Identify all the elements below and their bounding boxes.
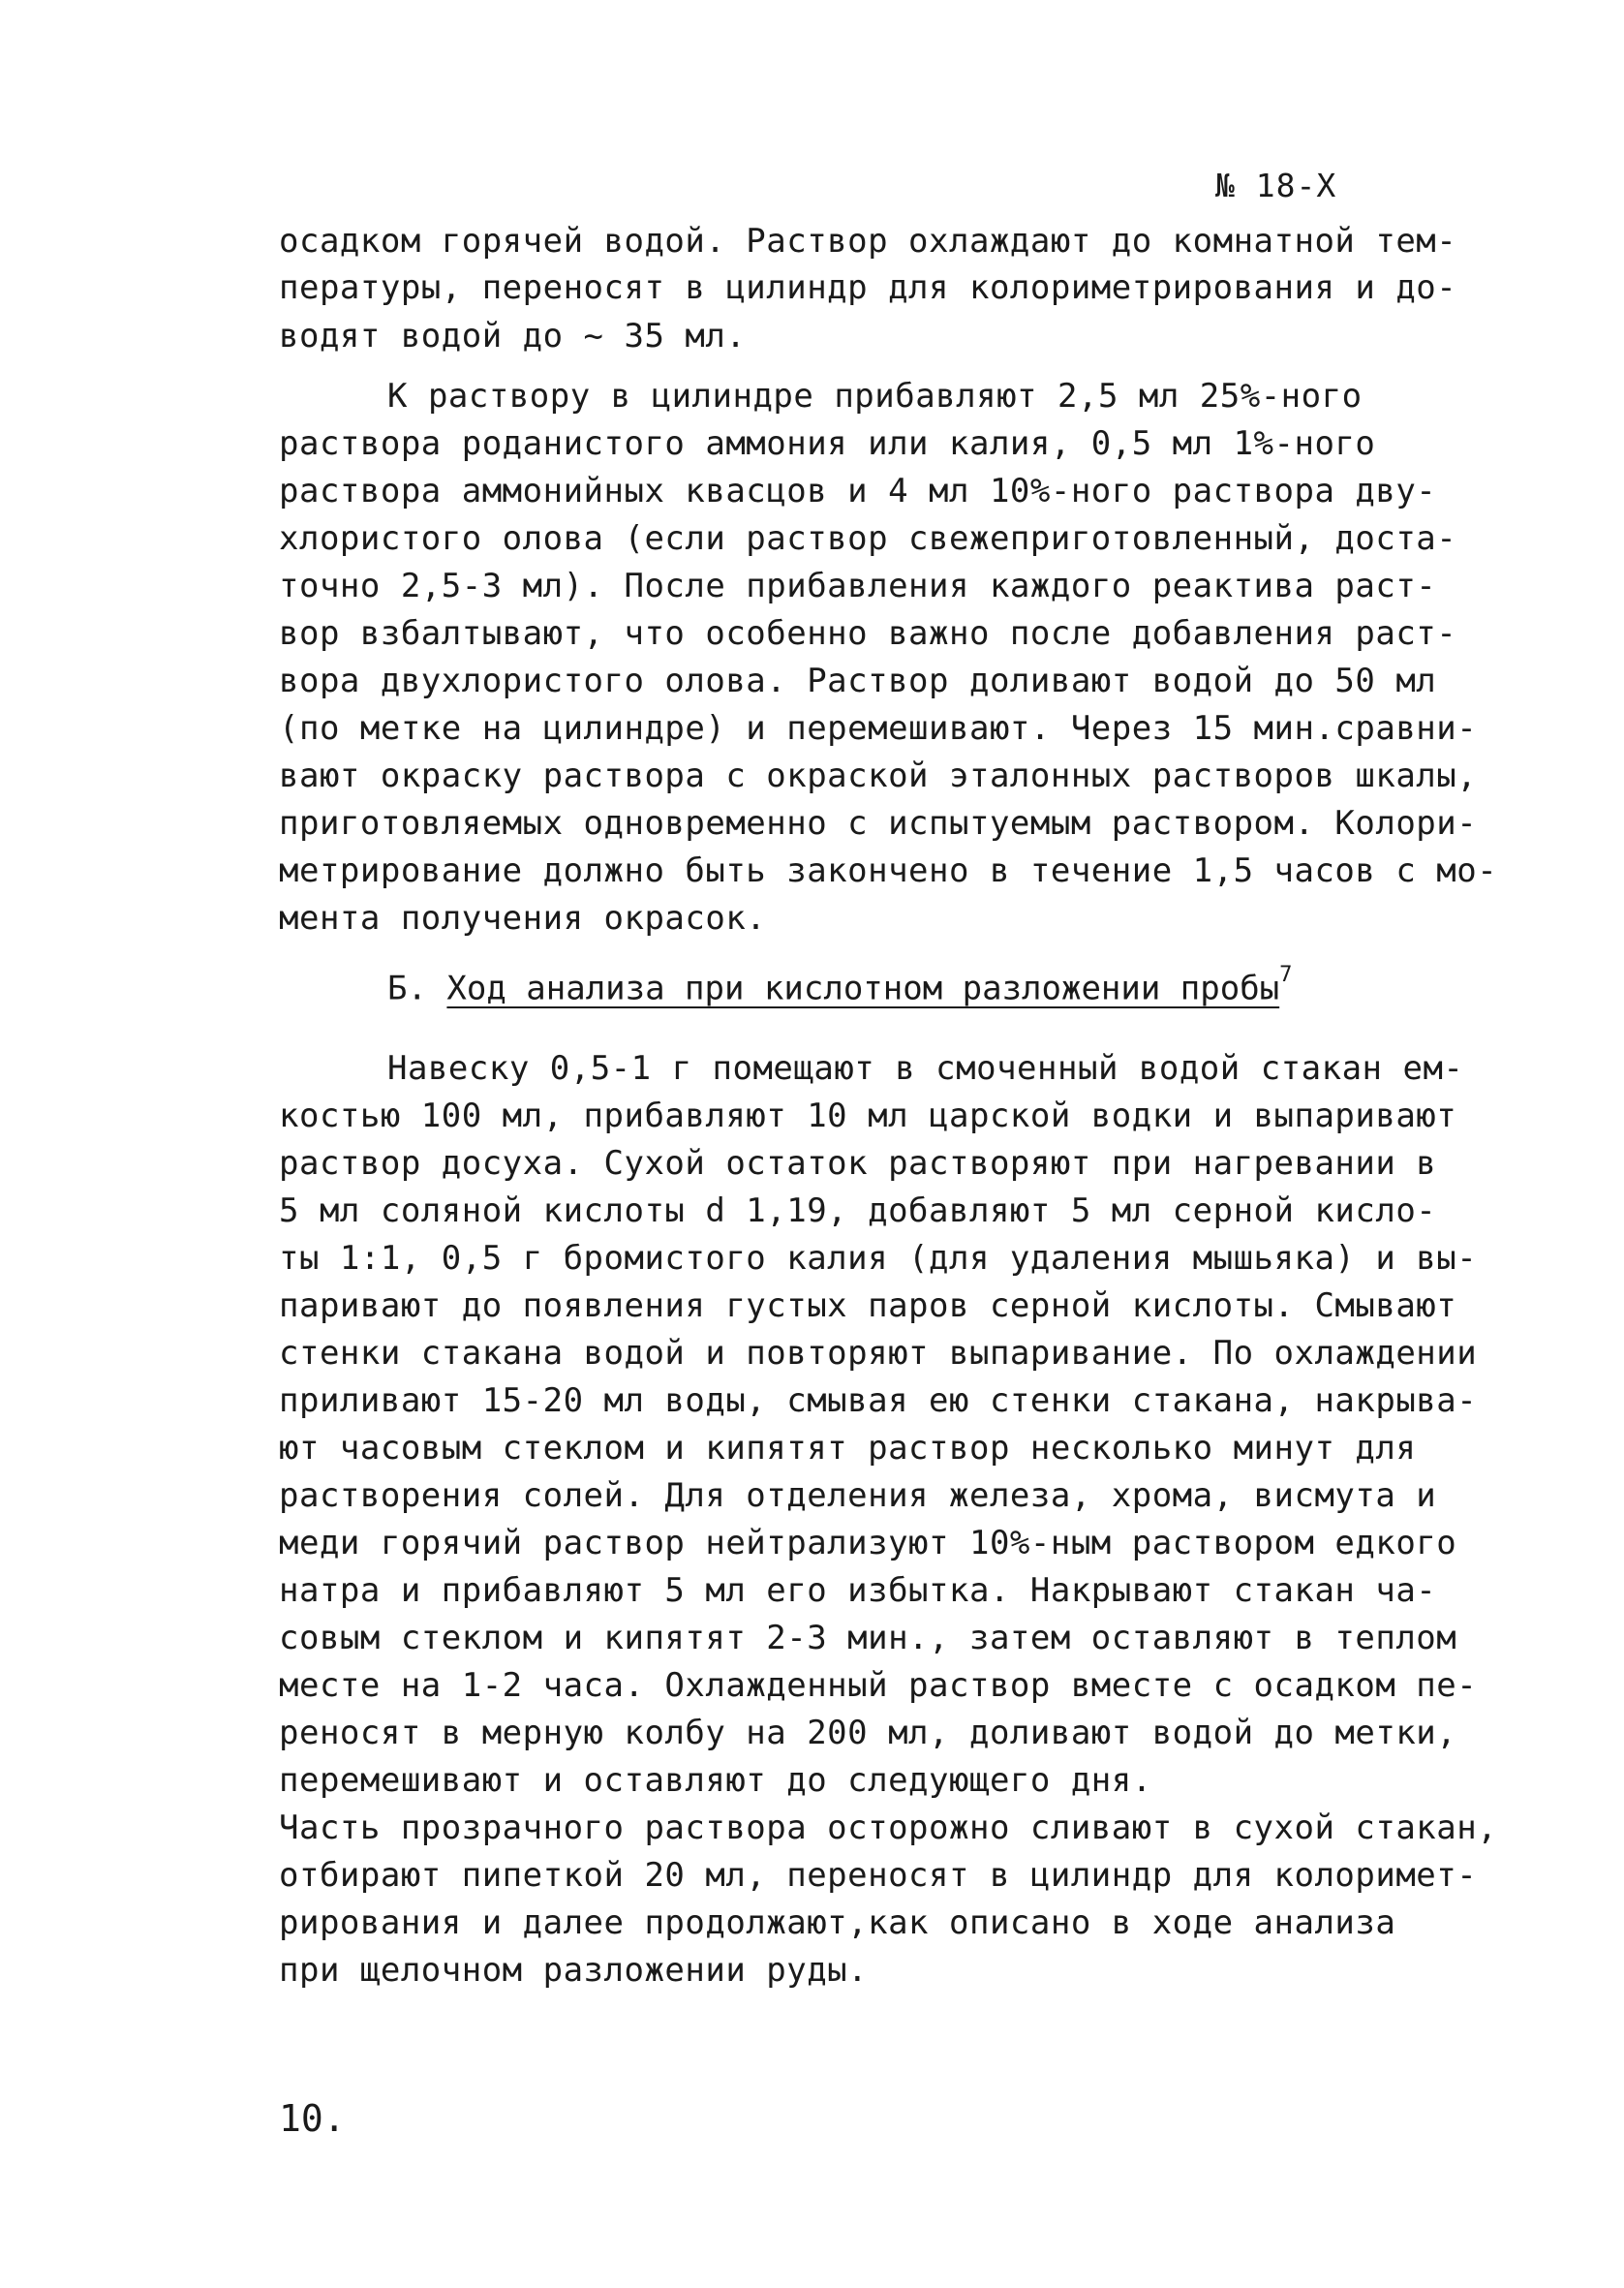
text-line: натра и прибавляют 5 мл его избытка. Накрывают стакан ча- (279, 1571, 1437, 1610)
text-line: приготовляемых одновременно с испытуемым раствором. Колори- (279, 804, 1478, 843)
text-line: растворения солей. Для отделения железа, хрома, висмута и (279, 1476, 1437, 1515)
text-line: стенки стакана водой и повторяют выпаривание. По охлаждении (279, 1334, 1478, 1373)
text-line: точно 2,5-3 мл). После прибавления каждого реактива раст- (279, 567, 1437, 605)
text-line: раствор досуха. Сухой остаток растворяют при нагревании в (279, 1144, 1437, 1183)
text-line: водят водой до ~ 35 мл. (279, 317, 747, 356)
text-line: паривают до появления густых паров серной кислоты. Смывают (279, 1286, 1457, 1325)
text-line: Навеску 0,5-1 г помещают в смоченный водой стакан ем- (387, 1049, 1464, 1088)
text-line: рирования и далее продолжают,как описано в ходе анализа (279, 1903, 1396, 1942)
text-line: вор взбалтывают, что особенно важно после добавления раст- (279, 614, 1457, 653)
text-line: ты 1:1, 0,5 г бромистого калия (для удаления мышьяка) и вы- (279, 1239, 1478, 1278)
text-line: хлористого олова (если раствор свежеприготовленный, доста- (279, 519, 1457, 558)
text-line: реносят в мерную колбу на 200 мл, доливают водой до метки, (279, 1714, 1457, 1752)
text-line: ют часовым стеклом и кипятят раствор несколько минут для (279, 1429, 1417, 1468)
text-line: Часть прозрачного раствора осторожно сливают в сухой стакан, (279, 1809, 1498, 1847)
text-line: костью 100 мл, прибавляют 10 мл царской водки и выпаривают (279, 1097, 1457, 1135)
text-line: вора двухлористого олова. Раствор доливают водой до 50 мл (279, 662, 1437, 700)
text-line: вают окраску раствора с окраской эталонных растворов шкалы, (279, 757, 1478, 795)
text-line: месте на 1-2 часа. Охлажденный раствор вместе с осадком пе- (279, 1666, 1478, 1705)
text-line: отбирают пипеткой 20 мл, переносят в цилиндр для колоримет- (279, 1856, 1478, 1895)
text-line: осадком горячей водой. Раствор охлаждают до комнатной тем- (279, 222, 1457, 261)
section-heading-title: Ход анализа при кислотном разложении пробы (446, 969, 1280, 1008)
section-heading (387, 963, 1293, 1008)
page-number: 10. (279, 2097, 346, 2140)
text-line: К раствору в цилиндре прибавляют 2,5 мл 25%-ного (387, 377, 1363, 416)
document-number: № 18-Х (1215, 167, 1337, 204)
text-line: приливают 15-20 мл воды, смывая ею стенки стакана, накрыва- (279, 1381, 1478, 1420)
text-line: раствора аммонийных квасцов и 4 мл 10%-ного раствора дву- (279, 472, 1437, 510)
text-line: совым стеклом и кипятят 2-3 мин., затем оставляют в теплом (279, 1619, 1457, 1657)
text-line: метрирование должно быть закончено в течение 1,5 часов с мо- (279, 851, 1498, 890)
text-line: раствора роданистого аммония или калия, 0,5 мл 1%-ного (279, 424, 1376, 463)
section-heading-prefix: Б. (387, 969, 447, 1008)
text-line: 5 мл соляной кислоты d 1,19, добавляют 5 мл серной кисло- (279, 1191, 1437, 1230)
text-line: пературы, переносят в цилиндр для колориметрирования и до- (279, 268, 1457, 307)
text-line: при щелочном разложении руды. (279, 1951, 869, 1990)
text-line: мента получения окрасок. (279, 899, 767, 938)
text-line: меди горячий раствор нейтрализуют 10%-ным раствором едкого (279, 1524, 1457, 1562)
footnote-mark: 7 (1279, 963, 1293, 987)
text-line: перемешивают и оставляют до следующего дня. (279, 1761, 1152, 1800)
text-line: (по метке на цилиндре) и перемешивают. Через 15 мин.сравни- (279, 709, 1478, 748)
